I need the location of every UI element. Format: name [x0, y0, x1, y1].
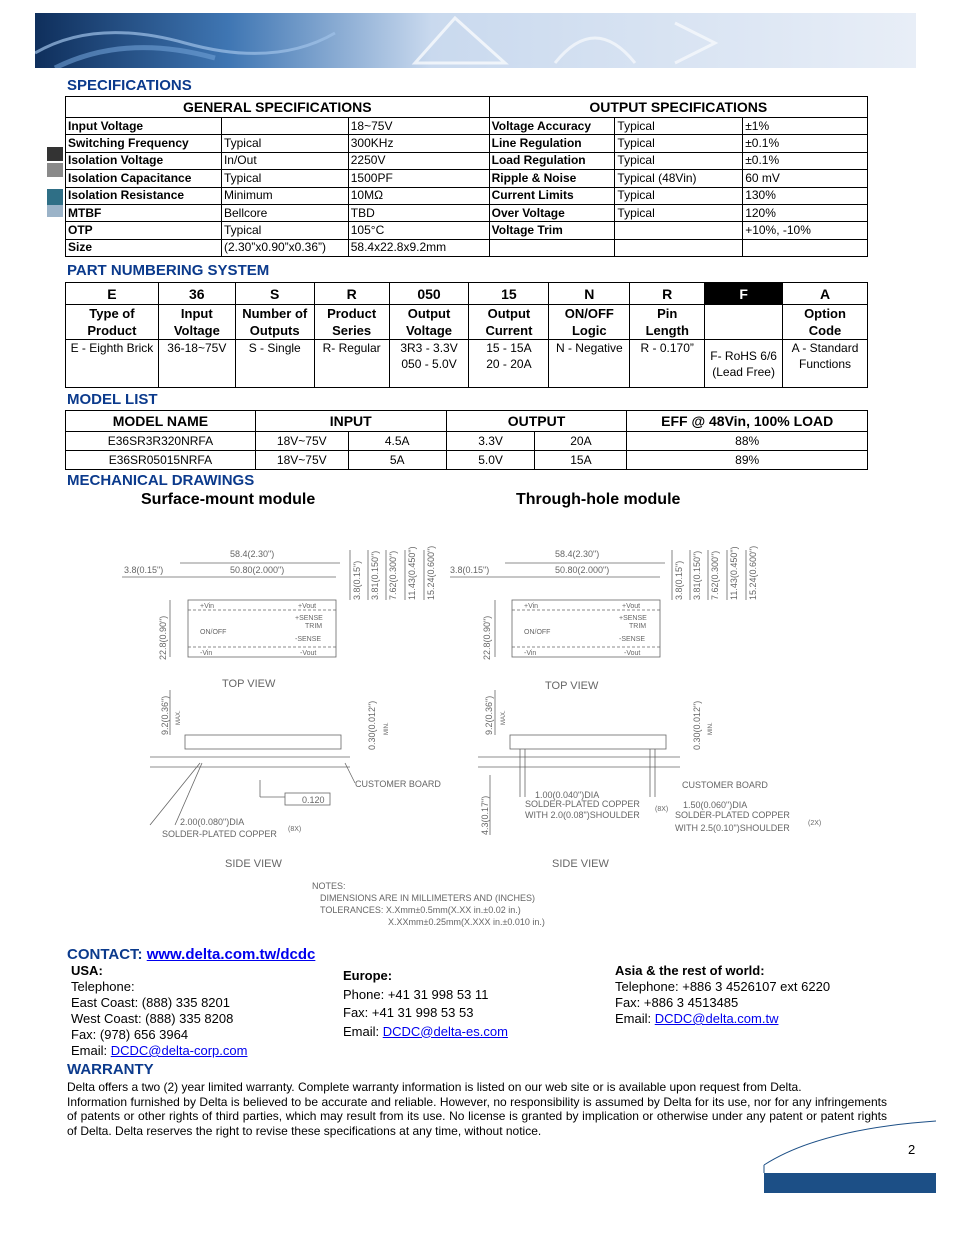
- pn-value-line: N - Negative: [555, 341, 623, 355]
- th-pad2-dia: 1.50(0.060")DIA: [683, 800, 748, 810]
- pn-value-line: 050 - 5.0V: [401, 357, 457, 371]
- general-spec-cell: Isolation Voltage: [66, 152, 222, 169]
- spec-row: [66, 222, 868, 239]
- pn-value-cell: [630, 340, 705, 388]
- pn-value-line: A - Standard: [791, 341, 859, 355]
- top-view-left: TOP VIEW: [222, 678, 276, 690]
- pn-label-line: Type of: [89, 306, 135, 321]
- model-header-name: MODEL NAME: [66, 411, 256, 432]
- general-spec-cell: 300KHz: [348, 135, 489, 152]
- pn-label-line: Output: [487, 306, 531, 321]
- general-spec-cell: MTBF: [66, 204, 222, 221]
- warranty-paragraph: Information furnished by Delta is believed to be accurate and reliable. However, no responsibility is assumed by Delta for its use, nor for any infringements of patents or other rights of third parties, which may result from its use. No license is granted by implication or otherwise under any patent or patent rights of Delta. Delta reserves the right to revise these specifications at any time, without notice.: [67, 1094, 887, 1138]
- pn-code-cell: 15: [469, 283, 549, 305]
- pn-code-cell: R: [314, 283, 389, 305]
- pin-vout-plus-left: +Vout: [298, 603, 317, 610]
- model-cell: 18V~75V: [255, 432, 348, 451]
- contact-asia: [615, 963, 830, 1027]
- usa-email-label: Email:: [71, 1043, 111, 1058]
- pin-vout-minus-right: -Vout: [624, 650, 641, 657]
- asia-line: Telephone: +886 3 4526107 ext 6220: [615, 979, 831, 994]
- model-list-table: [65, 410, 868, 470]
- min-label-left: MIN.: [384, 722, 390, 735]
- customer-board-right: CUSTOMER BOARD: [682, 780, 768, 790]
- output-spec-cell: Typical: [615, 152, 743, 169]
- pn-value-line: F- RoHS 6/6: [710, 348, 777, 363]
- pin-vin-plus-right: +Vin: [524, 603, 539, 610]
- general-spec-cell: 1500PF: [348, 170, 489, 187]
- dim-col-1-left: 3.81(0.150"): [370, 550, 380, 600]
- pn-value-line: S - Single: [248, 341, 301, 355]
- pin-onoff-left: ON/OFF: [200, 629, 227, 636]
- spec-row: [66, 118, 868, 135]
- pin-sense-minus-left: -SENSE: [295, 636, 322, 643]
- model-cell: 5.0V: [446, 451, 535, 470]
- dim-width-left: 22.8(0.90"): [158, 615, 168, 660]
- pin-trim-left: TRIM: [305, 623, 323, 630]
- pin-vin-plus-left: +Vin: [200, 603, 215, 610]
- pn-code-cell: F: [705, 283, 783, 305]
- pn-label-line: Number of: [242, 306, 308, 321]
- model-row: [66, 451, 868, 470]
- pn-value-line: R - 0.170”: [640, 341, 694, 355]
- dim-min-left: 0.30(0.012"): [367, 700, 377, 750]
- general-spec-cell: (2.30”x0.90”x0.36”): [221, 239, 348, 256]
- general-spec-cell: [221, 118, 348, 135]
- model-cell: 88%: [627, 432, 868, 451]
- pn-label-line: Series: [332, 323, 372, 338]
- model-cell: 5A: [348, 451, 446, 470]
- dim-col-1-right: 3.81(0.150"): [692, 550, 702, 600]
- spec-row: [66, 135, 868, 152]
- output-spec-cell: ±0.1%: [743, 135, 868, 152]
- section-title-part-numbering: PART NUMBERING SYSTEM: [67, 262, 270, 279]
- smt-pad-material: SOLDER-PLATED COPPER: [162, 829, 277, 839]
- pn-label-cell: [66, 305, 159, 340]
- pn-code-cell: 36: [158, 283, 235, 305]
- model-cell: 20A: [535, 432, 627, 451]
- pn-code-cell: 050: [389, 283, 469, 305]
- model-cell: E36SR05015NRFA: [66, 451, 256, 470]
- output-spec-cell: Current Limits: [489, 187, 615, 204]
- th-pad1-material: SOLDER-PLATED COPPER: [525, 799, 640, 809]
- model-cell: 3.3V: [446, 432, 535, 451]
- dim-offset-right: 3.8(0.15"): [450, 565, 490, 575]
- section-title-specifications: SPECIFICATIONS: [67, 77, 192, 94]
- dim-min-right: 0.30(0.012"): [692, 700, 702, 750]
- smt-pad-dia: 2.00(0.080")DIA: [180, 817, 245, 827]
- model-cell: 4.5A: [348, 432, 446, 451]
- notes-dimensions: DIMENSIONS ARE IN MILLIMETERS AND (INCHES): [320, 893, 536, 903]
- pn-value-cell: [783, 340, 868, 388]
- model-cell: 18V~75V: [255, 451, 348, 470]
- pn-value-line: R- Regular: [322, 341, 381, 355]
- general-spec-cell: 105°C: [348, 222, 489, 239]
- side-marker: [47, 163, 63, 177]
- general-specs-header: GENERAL SPECIFICATIONS: [66, 97, 490, 118]
- pn-label-line: Current: [485, 323, 533, 338]
- pn-label-line: Output: [407, 306, 451, 321]
- general-spec-cell: Typical: [221, 170, 348, 187]
- model-cell: 15A: [535, 451, 627, 470]
- pin-onoff-right: ON/OFF: [524, 629, 551, 636]
- general-spec-cell: Isolation Resistance: [66, 187, 222, 204]
- pn-value-cell: [389, 340, 469, 388]
- output-spec-cell: Load Regulation: [489, 152, 615, 169]
- footer-decoration: [760, 1117, 940, 1197]
- output-spec-cell: Ripple & Noise: [489, 170, 615, 187]
- pn-label-cell: [630, 305, 705, 340]
- dim-length-left: 58.4(2.30"): [230, 549, 275, 559]
- through-hole-title: Through-hole module: [516, 491, 681, 508]
- pn-code-cell: R: [630, 283, 705, 305]
- top-view-right: TOP VIEW: [545, 680, 599, 692]
- th-pad1-count: (8X): [655, 806, 669, 813]
- dim-col-0-left: 3.8(0.15"): [352, 560, 362, 600]
- pn-label-line: Logic: [571, 323, 607, 338]
- model-row: [66, 432, 868, 451]
- dim-pitch-right: 50.80(2.000"): [555, 565, 610, 575]
- output-spec-cell: ±0.1%: [743, 152, 868, 169]
- pn-value-line: 15 - 15A: [486, 341, 532, 355]
- pn-code-cell: E: [66, 283, 159, 305]
- side-marker: [47, 205, 63, 217]
- pn-code-cell: A: [783, 283, 868, 305]
- europe-title: Europe:: [343, 968, 393, 983]
- output-spec-cell: Typical: [615, 187, 743, 204]
- pn-label-cell: [235, 305, 314, 340]
- europe-line: Fax: +41 31 998 53 53: [343, 1005, 474, 1020]
- warranty-paragraph: Delta offers a two (2) year limited warranty. Complete warranty information is listed on our web site or is available upon request from Delta.: [67, 1080, 802, 1094]
- pn-value-cell: [235, 340, 314, 388]
- output-spec-cell: Typical (48Vin): [615, 170, 743, 187]
- usa-email-link[interactable]: DCDC@delta-corp.com: [110, 1043, 248, 1058]
- spec-row: [66, 239, 868, 256]
- dim-height-left: 9.2(0.36"): [160, 695, 170, 735]
- europe-line: Phone: +41 31 998 53 11: [343, 986, 489, 1002]
- pin-vin-minus-right: -Vin: [524, 650, 537, 657]
- pn-label-line: Product: [327, 306, 377, 321]
- side-view-left: SIDE VIEW: [225, 858, 282, 870]
- general-spec-cell: 2250V: [348, 152, 489, 169]
- side-marker: [47, 147, 63, 161]
- dim-col-4-left: 15.24(0.600"): [426, 545, 436, 600]
- pn-value-line: (Lead Free): [712, 364, 775, 379]
- general-spec-cell: 18~75V: [348, 118, 489, 135]
- model-header-output: OUTPUT: [446, 411, 627, 432]
- pin-trim-right: TRIM: [629, 623, 647, 630]
- europe-email-link[interactable]: DCDC@delta-es.com: [382, 1023, 508, 1039]
- usa-line: East Coast: (888) 335 8201: [71, 995, 230, 1010]
- output-spec-cell: [615, 222, 743, 239]
- output-spec-cell: ±1%: [743, 118, 868, 135]
- output-spec-cell: [743, 239, 868, 256]
- general-spec-cell: TBD: [348, 204, 489, 221]
- output-spec-cell: Typical: [615, 135, 743, 152]
- contact-europe: [343, 967, 508, 1041]
- max-label-right: MAX.: [501, 710, 507, 725]
- output-spec-cell: +10%, -10%: [743, 222, 868, 239]
- dim-col-2-right: 7.62(0.300"): [710, 550, 720, 600]
- output-spec-cell: Typical: [615, 204, 743, 221]
- dim-pitch-left: 50.80(2.000"): [230, 565, 285, 575]
- output-spec-cell: Voltage Trim: [489, 222, 615, 239]
- output-spec-cell: Voltage Accuracy: [489, 118, 615, 135]
- pin-vout-plus-right: +Vout: [622, 603, 641, 610]
- europe-email-label: Email:: [343, 1023, 383, 1039]
- output-spec-cell: Typical: [615, 118, 743, 135]
- pn-code-cell: S: [235, 283, 314, 305]
- output-spec-cell: 60 mV: [743, 170, 868, 187]
- spec-row: [66, 204, 868, 221]
- dim-length-right: 58.4(2.30"): [555, 549, 600, 559]
- general-spec-cell: Input Voltage: [66, 118, 222, 135]
- pn-label-line: Outputs: [249, 323, 300, 338]
- general-spec-cell: Isolation Capacitance: [66, 170, 222, 187]
- notes-title: NOTES:: [312, 881, 346, 891]
- general-spec-cell: Typical: [221, 222, 348, 239]
- general-spec-cell: OTP: [66, 222, 222, 239]
- pn-label-cell: [549, 305, 630, 340]
- pn-label-line: Option: [804, 306, 846, 321]
- dim-width-right: 22.8(0.90"): [482, 615, 492, 660]
- side-view-right: SIDE VIEW: [552, 858, 609, 870]
- notes-tolerance-1: TOLERANCES: X.Xmm±0.5mm(X.XX in.±0.02 in.): [320, 905, 521, 915]
- th-pad1-shoulder: WITH 2.0(0.08")SHOULDER: [525, 810, 640, 820]
- smt-pad-count: (8X): [288, 826, 302, 833]
- pn-label-line: Voltage: [173, 323, 220, 338]
- pn-label-cell: [158, 305, 235, 340]
- pn-label-line: ON/OFF: [564, 306, 614, 321]
- output-spec-cell: 130%: [743, 187, 868, 204]
- dim-col-0-right: 3.8(0.15"): [674, 560, 684, 600]
- pin-vout-minus-left: -Vout: [300, 650, 317, 657]
- usa-line: Fax: (978) 656 3964: [71, 1027, 189, 1042]
- output-spec-cell: [615, 239, 743, 256]
- general-spec-cell: Size: [66, 239, 222, 256]
- spec-row: [66, 170, 868, 187]
- min-label-right: MIN.: [708, 722, 714, 735]
- pn-value-line: 3R3 - 3.3V: [400, 341, 458, 355]
- general-spec-cell: Typical: [221, 135, 348, 152]
- model-cell: 89%: [627, 451, 868, 470]
- pin-vin-minus-left: -Vin: [200, 650, 213, 657]
- pn-label-line: Voltage: [406, 323, 453, 338]
- dim-col-2-left: 7.62(0.300"): [388, 550, 398, 600]
- pn-value-line: 20 - 20A: [486, 357, 532, 371]
- spec-row: [66, 187, 868, 204]
- dim-offset-left: 3.8(0.15"): [124, 565, 164, 575]
- general-spec-cell: 58.4x22.8x9.2mm: [348, 239, 489, 256]
- usa-title: USA:: [71, 963, 103, 978]
- asia-line: Fax: +886 3 4513485: [615, 995, 739, 1010]
- output-specs-header: OUTPUT SPECIFICATIONS: [489, 97, 867, 118]
- output-spec-cell: [489, 239, 615, 256]
- pn-label-line: Input: [180, 306, 213, 321]
- pin-sense-plus-left: +SENSE: [295, 615, 323, 622]
- surface-mount-title: Surface-mount module: [141, 491, 316, 508]
- th-pad2-count: (2X): [808, 820, 822, 827]
- general-spec-cell: 10MΩ: [348, 187, 489, 204]
- contact-label: CONTACT:: [67, 946, 147, 963]
- asia-email-label: Email:: [615, 1011, 655, 1026]
- part-numbering-table: [65, 282, 868, 388]
- asia-email-link[interactable]: DCDC@delta.com.tw: [654, 1011, 779, 1026]
- pn-label-cell: [314, 305, 389, 340]
- output-spec-cell: Over Voltage: [489, 204, 615, 221]
- pn-label-cell: [783, 305, 868, 340]
- dim-col-3-left: 11.43(0.450"): [407, 546, 417, 600]
- general-spec-cell: Bellcore: [221, 204, 348, 221]
- output-spec-cell: Line Regulation: [489, 135, 615, 152]
- contact-url-link[interactable]: www.delta.com.tw/dcdc: [146, 946, 316, 963]
- pn-value-cell: [314, 340, 389, 388]
- flatness-value: 0.120: [302, 795, 325, 805]
- pn-label-cell: [705, 305, 783, 340]
- general-spec-cell: Switching Frequency: [66, 135, 222, 152]
- header-banner: [35, 13, 916, 68]
- asia-title: Asia & the rest of world:: [615, 963, 765, 978]
- general-spec-cell: In/Out: [221, 152, 348, 169]
- pn-label-cell: [389, 305, 469, 340]
- pn-label-cell: [469, 305, 549, 340]
- section-title-model-list: MODEL LIST: [67, 391, 158, 408]
- usa-line: Telephone:: [71, 979, 135, 994]
- pn-label-line: Length: [645, 323, 689, 338]
- pn-value-cell: [705, 340, 783, 388]
- section-title-warranty: WARRANTY: [67, 1061, 154, 1078]
- pin-sense-plus-right: +SENSE: [619, 615, 647, 622]
- model-header-input: INPUT: [255, 411, 446, 432]
- usa-line: West Coast: (888) 335 8208: [71, 1011, 234, 1026]
- th-pad2-material: SOLDER-PLATED COPPER: [675, 810, 790, 820]
- pn-code-cell: N: [549, 283, 630, 305]
- notes-tolerance-2: X.XXmm±0.25mm(X.XXX in.±0.010 in.): [388, 917, 545, 927]
- th-pin-length: 4.3(0.17"): [480, 795, 490, 835]
- pn-label-line: Code: [808, 323, 842, 338]
- section-title-mechanical: MECHANICAL DRAWINGS: [67, 472, 255, 489]
- pn-value-cell: [158, 340, 235, 388]
- output-spec-cell: 120%: [743, 204, 868, 221]
- contact-heading: [67, 946, 315, 963]
- dim-col-3-right: 11.43(0.450"): [729, 546, 739, 600]
- spec-row: [66, 152, 868, 169]
- pn-label-line: Pin: [657, 306, 678, 321]
- mechanical-drawing: [110, 535, 830, 930]
- model-cell: E36SR3R320NRFA: [66, 432, 256, 451]
- specifications-table: [65, 96, 868, 257]
- side-marker: [47, 189, 63, 205]
- max-label-left: MAX.: [176, 710, 182, 725]
- pn-value-cell: [469, 340, 549, 388]
- th-pad2-shoulder: WITH 2.5(0.10")SHOULDER: [675, 823, 790, 833]
- general-spec-cell: Minimum: [221, 187, 348, 204]
- customer-board-left: CUSTOMER BOARD: [355, 779, 441, 789]
- pin-sense-minus-right: -SENSE: [619, 636, 646, 643]
- pn-value-line: Functions: [799, 357, 852, 371]
- pn-label-line: Product: [87, 323, 137, 338]
- dim-height-right: 9.2(0.36"): [484, 695, 494, 735]
- pn-value-cell: [66, 340, 159, 388]
- dim-col-4-right: 15.24(0.600"): [748, 545, 758, 600]
- pn-value-line: 36-18~75V: [167, 341, 227, 355]
- pn-value-line: E - Eighth Brick: [70, 341, 154, 355]
- pn-value-cell: [549, 340, 630, 388]
- page-number: 2: [908, 1142, 916, 1157]
- th-pad1-dia: 1.00(0.040")DIA: [535, 790, 600, 800]
- model-header-eff: EFF @ 48Vin, 100% LOAD: [627, 411, 868, 432]
- contact-usa: [71, 963, 247, 1059]
